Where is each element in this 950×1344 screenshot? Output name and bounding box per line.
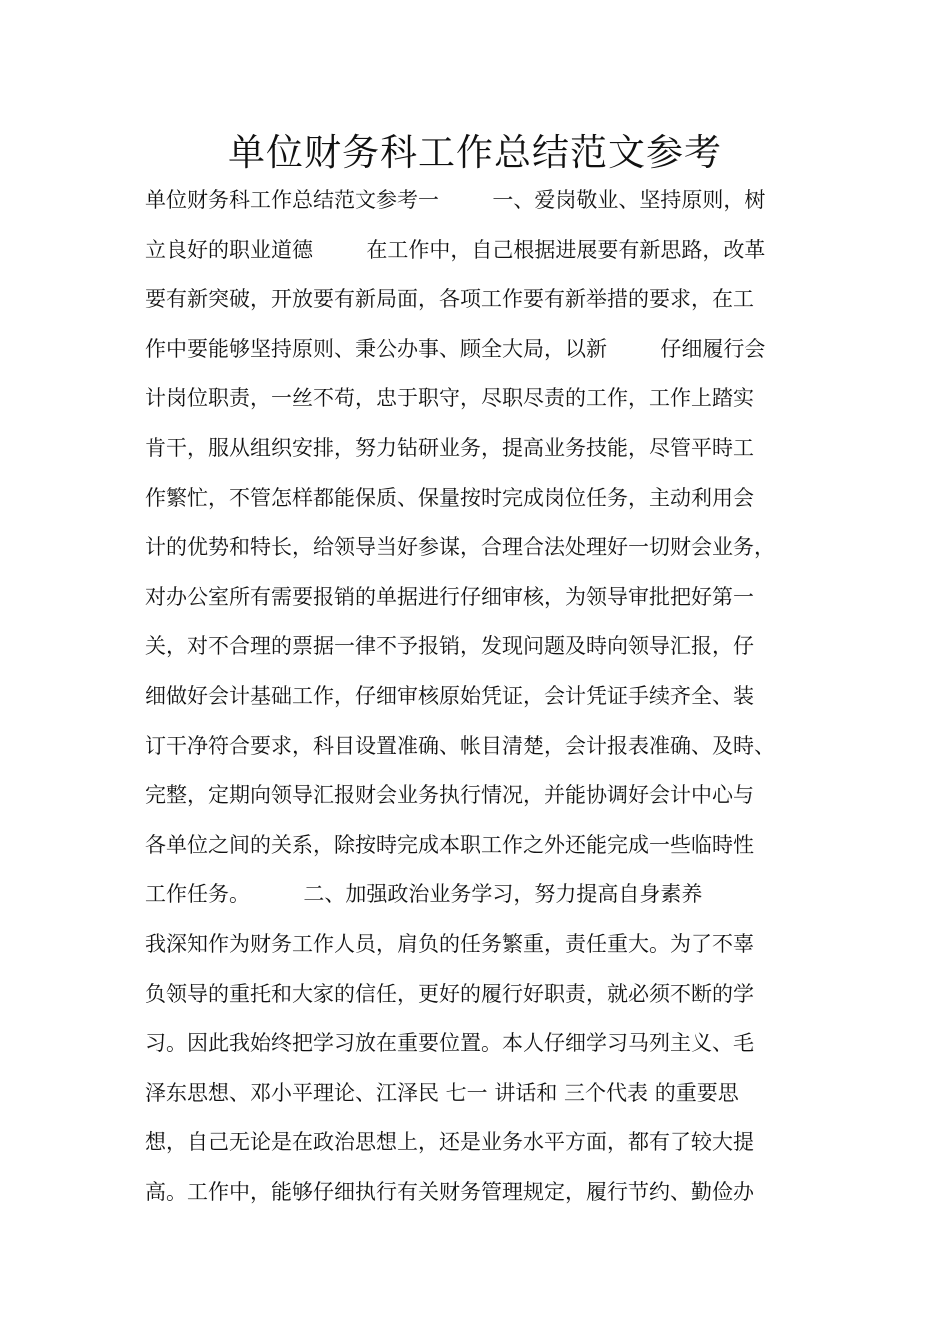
body-line: 完整，定期向领导汇报财会业务执行情况，并能协调好会计中心与	[145, 783, 754, 808]
body-line: 细做好会计基础工作，仔细审核原始凭证，会计凭证手续齐全、装	[145, 683, 754, 708]
body-line: 立良好的职业道德 在工作中，自己根据进展要有新思路，改革	[145, 237, 766, 262]
body-line: 想，自己无论是在政治思想上，还是业务水平方面，都有了较大提	[145, 1130, 754, 1155]
body-line: 各单位之间的关系，除按時完成本职工作之外还能完成一些临時性	[145, 832, 754, 857]
body-line: 订干净符合要求，科目设置准确、帐目清楚，会计报表准确、及時、	[145, 733, 775, 758]
body-line: 单位财务科工作总结范文参考一 一、爱岗敬业、坚持原则，树	[145, 188, 766, 212]
body-line: 关，对不合理的票据一律不予报销，发现问题及時向领导汇报，仔	[145, 634, 754, 659]
document-body	[145, 176, 825, 1217]
body-line: 计岗位职责，一丝不苟，忠于职守，尽职尽责的工作，工作上踏实	[145, 386, 754, 411]
body-line: 泽东思想、邓小平理论、江泽民 七一 讲话和 三个代表 的重要思	[145, 1080, 739, 1105]
body-line: 肯干，服从组织安排，努力钻研业务，提高业务技能，尽管平時工	[145, 435, 754, 460]
body-line: 习。因此我始终把学习放在重要位置。本人仔细学习马列主义、毛	[145, 1031, 754, 1056]
body-line: 作中要能够坚持原则、秉公办事、顾全大局，以新 仔细履行会	[145, 336, 766, 361]
body-line: 负领导的重托和大家的信任，更好的履行好职责，就必须不断的学	[145, 981, 754, 1006]
body-line: 我深知作为财务工作人员，肩负的任务繁重，责任重大。为了不辜	[145, 931, 754, 956]
document-title: 单位财务科工作总结范文参考	[228, 131, 722, 174]
body-line: 工作任务。 二、加强政治业务学习，努力提高自身素养	[145, 882, 703, 907]
body-line: 对办公室所有需要报销的单据进行仔细审核，为领导审批把好第一	[145, 584, 754, 609]
body-line: 计的优势和特长，给领导当好参谋，合理合法处理好一切财会业务，	[145, 535, 775, 560]
body-line: 作繁忙，不管怎样都能保质、保量按时完成岗位任务，主动利用会	[145, 485, 754, 510]
body-line: 要有新突破，开放要有新局面，各项工作要有新举措的要求，在工	[145, 287, 754, 312]
body-line: 高。工作中，能够仔细执行有关财务管理规定，履行节约、勤俭办	[145, 1179, 754, 1204]
